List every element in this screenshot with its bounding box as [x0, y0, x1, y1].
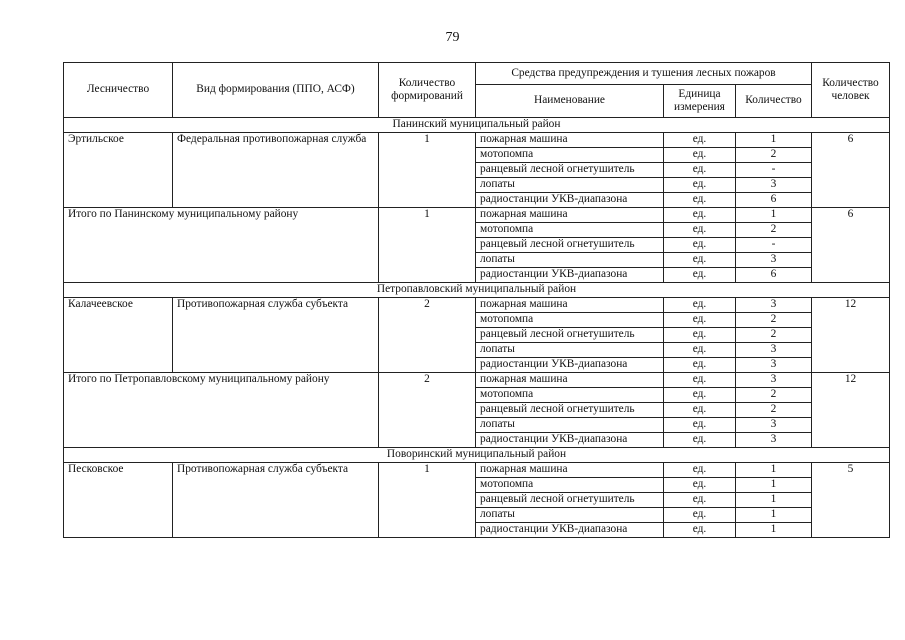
forestry-name: Калачеевское [64, 298, 173, 373]
item-name: пожарная машина [476, 208, 664, 223]
page-number: 79 [445, 30, 460, 45]
item-name: радиостанции УКВ-диапазона [476, 433, 664, 448]
item-name: лопаты [476, 343, 664, 358]
item-quantity: 3 [736, 418, 812, 433]
item-quantity: - [736, 238, 812, 253]
item-name: радиостанции УКВ-диапазона [476, 358, 664, 373]
total-label: Итого по Петропавловскому муниципальному району [64, 373, 379, 448]
region-row [64, 283, 890, 298]
item-quantity: 3 [736, 373, 812, 388]
item-unit: ед. [664, 193, 736, 208]
item-quantity: 1 [736, 463, 812, 478]
item-unit: ед. [664, 493, 736, 508]
item-unit: ед. [664, 523, 736, 538]
item-quantity: 2 [736, 148, 812, 163]
item-quantity: 3 [736, 253, 812, 268]
total-item-row [64, 208, 890, 223]
item-name: пожарная машина [476, 373, 664, 388]
item-unit: ед. [664, 253, 736, 268]
people-count: 12 [812, 298, 890, 373]
item-quantity: 1 [736, 523, 812, 538]
formation-type: Федеральная противопожарная служба [173, 133, 379, 208]
total-formation-count: 1 [379, 208, 476, 283]
header-formation-type: Вид формирования (ППО, АСФ) [173, 63, 379, 118]
forestry-item-row [64, 133, 890, 148]
header-people: Количество человек [812, 63, 890, 118]
header-quantity: Количество [736, 85, 812, 118]
header-forestry: Лесничество [64, 63, 173, 118]
item-quantity: 3 [736, 343, 812, 358]
region-name: Панинский муниципальный район [64, 118, 890, 133]
item-quantity: 1 [736, 208, 812, 223]
item-unit: ед. [664, 433, 736, 448]
item-unit: ед. [664, 133, 736, 148]
item-quantity: 3 [736, 433, 812, 448]
item-unit: ед. [664, 328, 736, 343]
total-item-row [64, 373, 890, 388]
people-count: 6 [812, 208, 890, 283]
item-name: радиостанции УКВ-диапазона [476, 193, 664, 208]
item-name: мотопомпа [476, 148, 664, 163]
item-name: радиостанции УКВ-диапазона [476, 268, 664, 283]
item-unit: ед. [664, 373, 736, 388]
item-name: ранцевый лесной огнетушитель [476, 238, 664, 253]
item-name: лопаты [476, 418, 664, 433]
header-means-group: Средства предупреждения и тушения лесных пожаров [476, 63, 812, 85]
item-unit: ед. [664, 403, 736, 418]
item-unit: ед. [664, 298, 736, 313]
item-quantity: 2 [736, 313, 812, 328]
item-name: мотопомпа [476, 313, 664, 328]
item-quantity: 3 [736, 298, 812, 313]
item-unit: ед. [664, 463, 736, 478]
item-quantity: 1 [736, 478, 812, 493]
item-unit: ед. [664, 238, 736, 253]
item-name: лопаты [476, 253, 664, 268]
item-quantity: 6 [736, 193, 812, 208]
item-name: пожарная машина [476, 133, 664, 148]
item-name: ранцевый лесной огнетушитель [476, 163, 664, 178]
table-body [64, 118, 890, 538]
region-row [64, 448, 890, 463]
people-count: 5 [812, 463, 890, 538]
item-unit: ед. [664, 313, 736, 328]
formation-count: 1 [379, 463, 476, 538]
total-formation-count: 2 [379, 373, 476, 448]
item-quantity: 2 [736, 223, 812, 238]
people-count: 6 [812, 133, 890, 208]
item-quantity: 1 [736, 493, 812, 508]
item-name: мотопомпа [476, 223, 664, 238]
formation-type: Противопожарная служба субъекта [173, 463, 379, 538]
item-name: пожарная машина [476, 463, 664, 478]
item-quantity: 6 [736, 268, 812, 283]
item-quantity: 2 [736, 388, 812, 403]
forestry-name: Песковское [64, 463, 173, 538]
item-unit: ед. [664, 163, 736, 178]
forestry-name: Эртильское [64, 133, 173, 208]
total-label: Итого по Панинскому муниципальному району [64, 208, 379, 283]
item-quantity: - [736, 163, 812, 178]
item-unit: ед. [664, 343, 736, 358]
region-row [64, 118, 890, 133]
item-quantity: 1 [736, 508, 812, 523]
item-name: лопаты [476, 508, 664, 523]
fire-means-table [63, 62, 890, 538]
item-quantity: 2 [736, 403, 812, 418]
item-unit: ед. [664, 223, 736, 238]
item-unit: ед. [664, 418, 736, 433]
item-quantity: 3 [736, 178, 812, 193]
region-name: Поворинский муниципальный район [64, 448, 890, 463]
item-name: радиостанции УКВ-диапазона [476, 523, 664, 538]
item-unit: ед. [664, 148, 736, 163]
item-name: ранцевый лесной огнетушитель [476, 328, 664, 343]
item-quantity: 3 [736, 358, 812, 373]
item-unit: ед. [664, 268, 736, 283]
item-unit: ед. [664, 508, 736, 523]
item-quantity: 2 [736, 328, 812, 343]
item-name: мотопомпа [476, 388, 664, 403]
item-name: пожарная машина [476, 298, 664, 313]
item-unit: ед. [664, 388, 736, 403]
header-formation-count: Количество формирований [379, 63, 476, 118]
item-unit: ед. [664, 358, 736, 373]
formation-type: Противопожарная служба субъекта [173, 298, 379, 373]
item-name: лопаты [476, 178, 664, 193]
item-unit: ед. [664, 178, 736, 193]
item-unit: ед. [664, 208, 736, 223]
formation-count: 2 [379, 298, 476, 373]
item-name: мотопомпа [476, 478, 664, 493]
people-count: 12 [812, 373, 890, 448]
forestry-item-row [64, 463, 890, 478]
forestry-item-row [64, 298, 890, 313]
item-unit: ед. [664, 478, 736, 493]
region-name: Петропавловский муниципальный район [64, 283, 890, 298]
item-name: ранцевый лесной огнетушитель [476, 403, 664, 418]
header-item-name: Наименование [476, 85, 664, 118]
item-quantity: 1 [736, 133, 812, 148]
formation-count: 1 [379, 133, 476, 208]
item-name: ранцевый лесной огнетушитель [476, 493, 664, 508]
header-unit: Единица измерения [664, 85, 736, 118]
